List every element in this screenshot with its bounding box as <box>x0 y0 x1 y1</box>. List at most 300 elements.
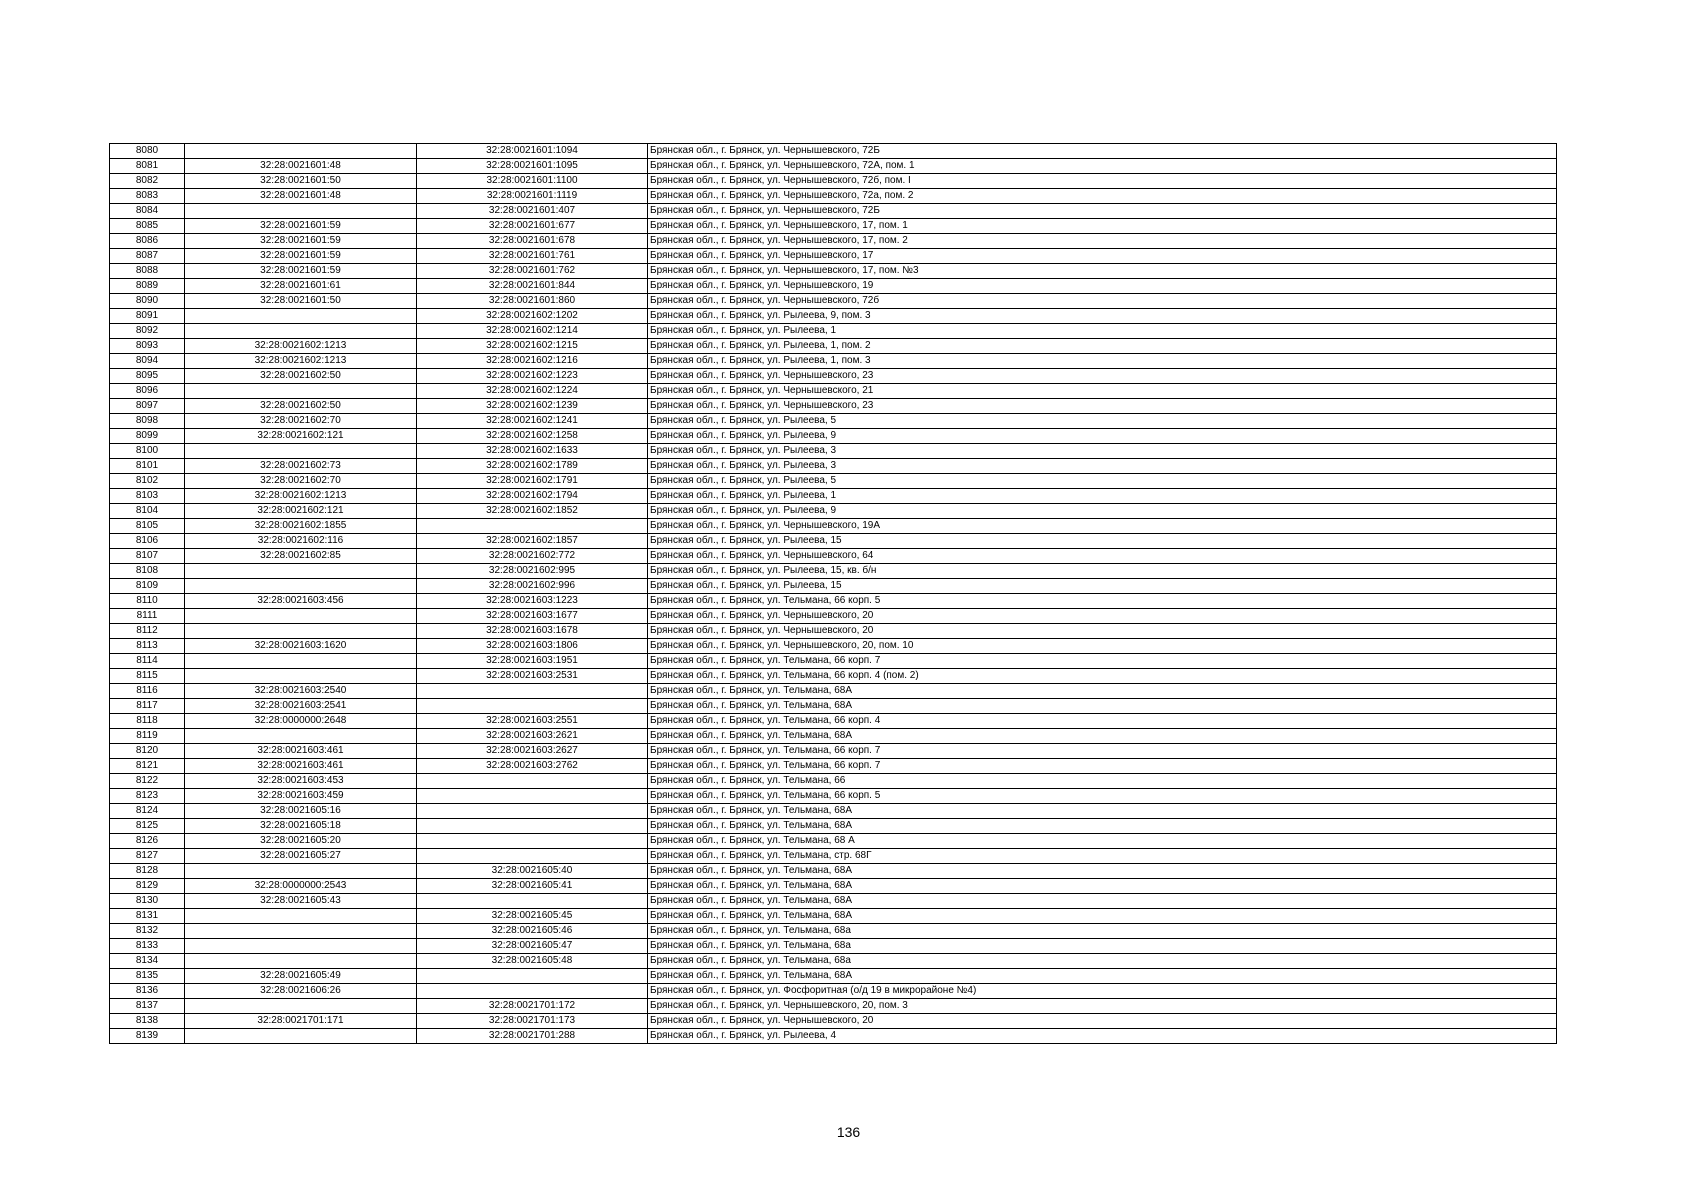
parcel-number-cell: 32:28:0021602:1213 <box>185 339 417 354</box>
object-number-cell <box>417 519 648 534</box>
parcel-number-cell: 32:28:0021603:1620 <box>185 639 417 654</box>
object-number-cell <box>417 774 648 789</box>
object-number-cell: 32:28:0021605:48 <box>417 954 648 969</box>
row-number-cell: 8105 <box>110 519 185 534</box>
address-cell: Брянская обл., г. Брянск, ул. Тельмана, 66 корп. 4 <box>648 714 1557 729</box>
row-number-cell: 8134 <box>110 954 185 969</box>
page-number: 136 <box>836 1124 861 1140</box>
row-number-cell: 8120 <box>110 744 185 759</box>
row-number-cell: 8119 <box>110 729 185 744</box>
parcel-number-cell <box>185 324 417 339</box>
table-row <box>110 834 1557 849</box>
cadastral-table <box>109 143 1557 1044</box>
parcel-number-cell: 32:28:0021601:50 <box>185 174 417 189</box>
address-cell: Брянская обл., г. Брянск, ул. Фосфоритная (о/д 19 в микрорайоне №4) <box>648 984 1557 999</box>
object-number-cell: 32:28:0021601:762 <box>417 264 648 279</box>
row-number-cell: 8129 <box>110 879 185 894</box>
address-cell: Брянская обл., г. Брянск, ул. Тельмана, 68А <box>648 894 1557 909</box>
row-number-cell: 8135 <box>110 969 185 984</box>
table-row <box>110 699 1557 714</box>
table-row <box>110 534 1557 549</box>
address-cell: Брянская обл., г. Брянск, ул. Рылеева, 1, пом. 3 <box>648 354 1557 369</box>
table-row <box>110 789 1557 804</box>
address-cell: Брянская обл., г. Брянск, ул. Чернышевского, 20 <box>648 624 1557 639</box>
table-row <box>110 369 1557 384</box>
object-number-cell: 32:28:0021601:844 <box>417 279 648 294</box>
table-row <box>110 909 1557 924</box>
object-number-cell <box>417 894 648 909</box>
table-row <box>110 654 1557 669</box>
table-row <box>110 264 1557 279</box>
row-number-cell: 8107 <box>110 549 185 564</box>
row-number-cell: 8092 <box>110 324 185 339</box>
object-number-cell: 32:28:0021602:1852 <box>417 504 648 519</box>
row-number-cell: 8138 <box>110 1014 185 1029</box>
address-cell: Брянская обл., г. Брянск, ул. Тельмана, 68А <box>648 969 1557 984</box>
address-cell: Брянская обл., г. Брянск, ул. Тельмана, 66 корп. 5 <box>648 789 1557 804</box>
object-number-cell <box>417 789 648 804</box>
object-number-cell: 32:28:0021602:1791 <box>417 474 648 489</box>
table-row <box>110 324 1557 339</box>
address-cell: Брянская обл., г. Брянск, ул. Чернышевского, 19А <box>648 519 1557 534</box>
address-cell: Брянская обл., г. Брянск, ул. Чернышевского, 17, пом. 2 <box>648 234 1557 249</box>
address-cell: Брянская обл., г. Брянск, ул. Тельмана, стр. 68Г <box>648 849 1557 864</box>
object-number-cell: 32:28:0021602:996 <box>417 579 648 594</box>
object-number-cell: 32:28:0021603:2627 <box>417 744 648 759</box>
row-number-cell: 8130 <box>110 894 185 909</box>
row-number-cell: 8137 <box>110 999 185 1014</box>
parcel-number-cell: 32:28:0021603:2541 <box>185 699 417 714</box>
row-number-cell: 8110 <box>110 594 185 609</box>
object-number-cell: 32:28:0021605:40 <box>417 864 648 879</box>
address-cell: Брянская обл., г. Брянск, ул. Чернышевского, 23 <box>648 369 1557 384</box>
table-row <box>110 939 1557 954</box>
table-row <box>110 714 1557 729</box>
parcel-number-cell: 32:28:0021701:171 <box>185 1014 417 1029</box>
table-row <box>110 669 1557 684</box>
address-cell: Брянская обл., г. Брянск, ул. Чернышевского, 20, пом. 10 <box>648 639 1557 654</box>
row-number-cell: 8094 <box>110 354 185 369</box>
address-cell: Брянская обл., г. Брянск, ул. Рылеева, 3 <box>648 459 1557 474</box>
object-number-cell: 32:28:0021601:761 <box>417 249 648 264</box>
table-row <box>110 339 1557 354</box>
address-cell: Брянская обл., г. Брянск, ул. Рылеева, 1 <box>648 324 1557 339</box>
row-number-cell: 8108 <box>110 564 185 579</box>
table-row <box>110 234 1557 249</box>
row-number-cell: 8091 <box>110 309 185 324</box>
table-row <box>110 354 1557 369</box>
table-row <box>110 759 1557 774</box>
row-number-cell: 8082 <box>110 174 185 189</box>
object-number-cell: 32:28:0021603:1951 <box>417 654 648 669</box>
table-row <box>110 189 1557 204</box>
row-number-cell: 8139 <box>110 1029 185 1044</box>
address-cell: Брянская обл., г. Брянск, ул. Тельмана, 68А <box>648 879 1557 894</box>
row-number-cell: 8132 <box>110 924 185 939</box>
parcel-number-cell <box>185 609 417 624</box>
address-cell: Брянская обл., г. Брянск, ул. Рылеева, 1 <box>648 489 1557 504</box>
table-row <box>110 744 1557 759</box>
row-number-cell: 8080 <box>110 144 185 159</box>
address-cell: Брянская обл., г. Брянск, ул. Чернышевского, 72Б <box>648 144 1557 159</box>
row-number-cell: 8086 <box>110 234 185 249</box>
parcel-number-cell: 32:28:0021602:1213 <box>185 354 417 369</box>
address-cell: Брянская обл., г. Брянск, ул. Рылеева, 1, пом. 2 <box>648 339 1557 354</box>
object-number-cell <box>417 699 648 714</box>
address-cell: Брянская обл., г. Брянск, ул. Чернышевского, 72а, пом. 2 <box>648 189 1557 204</box>
object-number-cell <box>417 969 648 984</box>
parcel-number-cell <box>185 444 417 459</box>
object-number-cell: 32:28:0021601:1094 <box>417 144 648 159</box>
object-number-cell: 32:28:0021603:1678 <box>417 624 648 639</box>
parcel-number-cell: 32:28:0021601:48 <box>185 189 417 204</box>
row-number-cell: 8104 <box>110 504 185 519</box>
address-cell: Брянская обл., г. Брянск, ул. Чернышевского, 23 <box>648 399 1557 414</box>
object-number-cell: 32:28:0021602:1215 <box>417 339 648 354</box>
parcel-number-cell: 32:28:0021605:16 <box>185 804 417 819</box>
parcel-number-cell <box>185 939 417 954</box>
parcel-number-cell: 32:28:0021603:456 <box>185 594 417 609</box>
object-number-cell: 32:28:0021602:1258 <box>417 429 648 444</box>
object-number-cell: 32:28:0021602:1794 <box>417 489 648 504</box>
address-cell: Брянская обл., г. Брянск, ул. Рылеева, 9 <box>648 429 1557 444</box>
parcel-number-cell: 32:28:0021602:1213 <box>185 489 417 504</box>
parcel-number-cell <box>185 144 417 159</box>
row-number-cell: 8083 <box>110 189 185 204</box>
table-row <box>110 549 1557 564</box>
object-number-cell: 32:28:0021603:1677 <box>417 609 648 624</box>
parcel-number-cell <box>185 309 417 324</box>
table-row <box>110 519 1557 534</box>
parcel-number-cell: 32:28:0021602:73 <box>185 459 417 474</box>
row-number-cell: 8096 <box>110 384 185 399</box>
address-cell: Брянская обл., г. Брянск, ул. Чернышевского, 72Б <box>648 204 1557 219</box>
table-row <box>110 969 1557 984</box>
address-cell: Брянская обл., г. Брянск, ул. Тельмана, 68а <box>648 954 1557 969</box>
parcel-number-cell: 32:28:0021601:59 <box>185 249 417 264</box>
object-number-cell <box>417 804 648 819</box>
parcel-number-cell: 32:28:0021603:2540 <box>185 684 417 699</box>
object-number-cell: 32:28:0021602:772 <box>417 549 648 564</box>
address-cell: Брянская обл., г. Брянск, ул. Чернышевского, 17, пом. 1 <box>648 219 1557 234</box>
address-cell: Брянская обл., г. Брянск, ул. Тельмана, 68А <box>648 909 1557 924</box>
parcel-number-cell <box>185 579 417 594</box>
parcel-number-cell <box>185 204 417 219</box>
parcel-number-cell: 32:28:0021602:116 <box>185 534 417 549</box>
row-number-cell: 8101 <box>110 459 185 474</box>
table-row <box>110 579 1557 594</box>
table-row <box>110 489 1557 504</box>
address-cell: Брянская обл., г. Брянск, ул. Чернышевского, 72б <box>648 294 1557 309</box>
object-number-cell: 32:28:0021701:288 <box>417 1029 648 1044</box>
row-number-cell: 8081 <box>110 159 185 174</box>
object-number-cell: 32:28:0021603:2551 <box>417 714 648 729</box>
table-row <box>110 159 1557 174</box>
object-number-cell: 32:28:0021603:2621 <box>417 729 648 744</box>
object-number-cell: 32:28:0021603:1806 <box>417 639 648 654</box>
parcel-number-cell: 32:28:0000000:2543 <box>185 879 417 894</box>
object-number-cell: 32:28:0021601:1119 <box>417 189 648 204</box>
row-number-cell: 8102 <box>110 474 185 489</box>
row-number-cell: 8100 <box>110 444 185 459</box>
address-cell: Брянская обл., г. Брянск, ул. Рылеева, 5 <box>648 414 1557 429</box>
row-number-cell: 8115 <box>110 669 185 684</box>
parcel-number-cell: 32:28:0021603:459 <box>185 789 417 804</box>
address-cell: Брянская обл., г. Брянск, ул. Тельмана, 66 корп. 7 <box>648 654 1557 669</box>
table-row <box>110 894 1557 909</box>
table-row <box>110 219 1557 234</box>
object-number-cell: 32:28:0021701:173 <box>417 1014 648 1029</box>
table-row <box>110 999 1557 1014</box>
table-row <box>110 864 1557 879</box>
parcel-number-cell: 32:28:0021602:85 <box>185 549 417 564</box>
address-cell: Брянская обл., г. Брянск, ул. Рылеева, 9 <box>648 504 1557 519</box>
parcel-number-cell: 32:28:0021602:1855 <box>185 519 417 534</box>
address-cell: Брянская обл., г. Брянск, ул. Рылеева, 15 <box>648 579 1557 594</box>
row-number-cell: 8114 <box>110 654 185 669</box>
row-number-cell: 8090 <box>110 294 185 309</box>
address-cell: Брянская обл., г. Брянск, ул. Тельмана, 66 корп. 7 <box>648 759 1557 774</box>
table-row <box>110 384 1557 399</box>
row-number-cell: 8113 <box>110 639 185 654</box>
object-number-cell <box>417 834 648 849</box>
parcel-number-cell: 32:28:0021605:20 <box>185 834 417 849</box>
table-row <box>110 474 1557 489</box>
address-cell: Брянская обл., г. Брянск, ул. Чернышевского, 20, пом. 3 <box>648 999 1557 1014</box>
table-row <box>110 414 1557 429</box>
object-number-cell: 32:28:0021605:46 <box>417 924 648 939</box>
table-row <box>110 639 1557 654</box>
row-number-cell: 8126 <box>110 834 185 849</box>
row-number-cell: 8133 <box>110 939 185 954</box>
row-number-cell: 8111 <box>110 609 185 624</box>
object-number-cell: 32:28:0021601:407 <box>417 204 648 219</box>
table-row <box>110 879 1557 894</box>
parcel-number-cell: 32:28:0021601:59 <box>185 219 417 234</box>
table-row <box>110 444 1557 459</box>
object-number-cell: 32:28:0021602:1241 <box>417 414 648 429</box>
object-number-cell: 32:28:0021602:1223 <box>417 369 648 384</box>
address-cell: Брянская обл., г. Брянск, ул. Тельмана, 68а <box>648 924 1557 939</box>
object-number-cell <box>417 819 648 834</box>
object-number-cell: 32:28:0021601:1100 <box>417 174 648 189</box>
address-cell: Брянская обл., г. Брянск, ул. Чернышевского, 17 <box>648 249 1557 264</box>
table-row <box>110 924 1557 939</box>
row-number-cell: 8125 <box>110 819 185 834</box>
table-row <box>110 774 1557 789</box>
parcel-number-cell: 32:28:0021603:461 <box>185 744 417 759</box>
parcel-number-cell: 32:28:0021605:43 <box>185 894 417 909</box>
address-cell: Брянская обл., г. Брянск, ул. Тельмана, 66 корп. 7 <box>648 744 1557 759</box>
row-number-cell: 8124 <box>110 804 185 819</box>
address-cell: Брянская обл., г. Брянск, ул. Рылеева, 3 <box>648 444 1557 459</box>
row-number-cell: 8127 <box>110 849 185 864</box>
object-number-cell: 32:28:0021602:1202 <box>417 309 648 324</box>
parcel-number-cell <box>185 1029 417 1044</box>
row-number-cell: 8093 <box>110 339 185 354</box>
parcel-number-cell <box>185 864 417 879</box>
address-cell: Брянская обл., г. Брянск, ул. Чернышевского, 64 <box>648 549 1557 564</box>
table-row <box>110 504 1557 519</box>
address-cell: Брянская обл., г. Брянск, ул. Чернышевского, 20 <box>648 1014 1557 1029</box>
address-cell: Брянская обл., г. Брянск, ул. Рылеева, 4 <box>648 1029 1557 1044</box>
object-number-cell: 32:28:0021603:1223 <box>417 594 648 609</box>
row-number-cell: 8128 <box>110 864 185 879</box>
table-row <box>110 564 1557 579</box>
object-number-cell: 32:28:0021603:2762 <box>417 759 648 774</box>
row-number-cell: 8118 <box>110 714 185 729</box>
parcel-number-cell <box>185 924 417 939</box>
row-number-cell: 8122 <box>110 774 185 789</box>
object-number-cell: 32:28:0021602:995 <box>417 564 648 579</box>
table-row <box>110 819 1557 834</box>
table-row <box>110 624 1557 639</box>
address-cell: Брянская обл., г. Брянск, ул. Рылеева, 15 <box>648 534 1557 549</box>
object-number-cell: 32:28:0021603:2531 <box>417 669 648 684</box>
parcel-number-cell <box>185 654 417 669</box>
row-number-cell: 8099 <box>110 429 185 444</box>
parcel-number-cell: 32:28:0021605:27 <box>185 849 417 864</box>
parcel-number-cell: 32:28:0021601:61 <box>185 279 417 294</box>
table-row <box>110 729 1557 744</box>
table-row <box>110 984 1557 999</box>
row-number-cell: 8084 <box>110 204 185 219</box>
object-number-cell: 32:28:0021601:678 <box>417 234 648 249</box>
object-number-cell: 32:28:0021602:1857 <box>417 534 648 549</box>
row-number-cell: 8088 <box>110 264 185 279</box>
address-cell: Брянская обл., г. Брянск, ул. Тельмана, 68А <box>648 699 1557 714</box>
object-number-cell: 32:28:0021602:1633 <box>417 444 648 459</box>
address-cell: Брянская обл., г. Брянск, ул. Тельмана, 68а <box>648 939 1557 954</box>
table-row <box>110 459 1557 474</box>
row-number-cell: 8097 <box>110 399 185 414</box>
address-cell: Брянская обл., г. Брянск, ул. Рылеева, 9, пом. 3 <box>648 309 1557 324</box>
table-row <box>110 1029 1557 1044</box>
parcel-number-cell <box>185 954 417 969</box>
object-number-cell <box>417 849 648 864</box>
address-cell: Брянская обл., г. Брянск, ул. Чернышевского, 72б, пом. I <box>648 174 1557 189</box>
table-row <box>110 1014 1557 1029</box>
table-row <box>110 204 1557 219</box>
parcel-number-cell: 32:28:0021602:50 <box>185 369 417 384</box>
address-cell: Брянская обл., г. Брянск, ул. Чернышевского, 20 <box>648 609 1557 624</box>
parcel-number-cell <box>185 999 417 1014</box>
address-cell: Брянская обл., г. Брянск, ул. Чернышевского, 21 <box>648 384 1557 399</box>
address-cell: Брянская обл., г. Брянск, ул. Рылеева, 5 <box>648 474 1557 489</box>
row-number-cell: 8112 <box>110 624 185 639</box>
object-number-cell: 32:28:0021602:1216 <box>417 354 648 369</box>
address-cell: Брянская обл., г. Брянск, ул. Тельмана, 68А <box>648 864 1557 879</box>
table-row <box>110 249 1557 264</box>
address-cell: Брянская обл., г. Брянск, ул. Тельмана, 68А <box>648 684 1557 699</box>
address-cell: Брянская обл., г. Брянск, ул. Чернышевского, 72А, пом. 1 <box>648 159 1557 174</box>
object-number-cell: 32:28:0021605:47 <box>417 939 648 954</box>
address-cell: Брянская обл., г. Брянск, ул. Тельмана, 68А <box>648 804 1557 819</box>
object-number-cell: 32:28:0021601:860 <box>417 294 648 309</box>
row-number-cell: 8095 <box>110 369 185 384</box>
object-number-cell: 32:28:0021605:41 <box>417 879 648 894</box>
parcel-number-cell: 32:28:0021602:70 <box>185 414 417 429</box>
parcel-number-cell <box>185 564 417 579</box>
row-number-cell: 8098 <box>110 414 185 429</box>
parcel-number-cell <box>185 909 417 924</box>
parcel-number-cell <box>185 624 417 639</box>
table-row <box>110 279 1557 294</box>
object-number-cell: 32:28:0021601:677 <box>417 219 648 234</box>
parcel-number-cell: 32:28:0021603:453 <box>185 774 417 789</box>
parcel-number-cell: 32:28:0021603:461 <box>185 759 417 774</box>
object-number-cell: 32:28:0021602:1239 <box>417 399 648 414</box>
object-number-cell <box>417 684 648 699</box>
parcel-number-cell: 32:28:0021601:59 <box>185 234 417 249</box>
row-number-cell: 8109 <box>110 579 185 594</box>
table-row <box>110 174 1557 189</box>
row-number-cell: 8123 <box>110 789 185 804</box>
parcel-number-cell: 32:28:0021601:50 <box>185 294 417 309</box>
parcel-number-cell <box>185 669 417 684</box>
parcel-number-cell: 32:28:0021606:26 <box>185 984 417 999</box>
table-row <box>110 684 1557 699</box>
row-number-cell: 8087 <box>110 249 185 264</box>
parcel-number-cell: 32:28:0021605:18 <box>185 819 417 834</box>
address-cell: Брянская обл., г. Брянск, ул. Чернышевского, 19 <box>648 279 1557 294</box>
parcel-number-cell <box>185 729 417 744</box>
row-number-cell: 8121 <box>110 759 185 774</box>
table-row <box>110 954 1557 969</box>
row-number-cell: 8136 <box>110 984 185 999</box>
object-number-cell: 32:28:0021701:172 <box>417 999 648 1014</box>
table-row <box>110 849 1557 864</box>
address-cell: Брянская обл., г. Брянск, ул. Тельмана, 68А <box>648 729 1557 744</box>
row-number-cell: 8117 <box>110 699 185 714</box>
object-number-cell: 32:28:0021602:1224 <box>417 384 648 399</box>
address-cell: Брянская обл., г. Брянск, ул. Тельмана, 68 А <box>648 834 1557 849</box>
row-number-cell: 8131 <box>110 909 185 924</box>
parcel-number-cell: 32:28:0021602:50 <box>185 399 417 414</box>
address-cell: Брянская обл., г. Брянск, ул. Тельмана, 66 корп. 5 <box>648 594 1557 609</box>
object-number-cell <box>417 984 648 999</box>
table-row <box>110 294 1557 309</box>
table-row <box>110 594 1557 609</box>
parcel-number-cell <box>185 384 417 399</box>
table-row <box>110 399 1557 414</box>
object-number-cell: 32:28:0021605:45 <box>417 909 648 924</box>
row-number-cell: 8085 <box>110 219 185 234</box>
parcel-number-cell: 32:28:0000000:2648 <box>185 714 417 729</box>
row-number-cell: 8103 <box>110 489 185 504</box>
address-cell: Брянская обл., г. Брянск, ул. Тельмана, 68А <box>648 819 1557 834</box>
object-number-cell: 32:28:0021602:1214 <box>417 324 648 339</box>
row-number-cell: 8116 <box>110 684 185 699</box>
address-cell: Брянская обл., г. Брянск, ул. Чернышевского, 17, пом. №3 <box>648 264 1557 279</box>
object-number-cell: 32:28:0021602:1789 <box>417 459 648 474</box>
table-body <box>110 144 1557 1044</box>
parcel-number-cell: 32:28:0021605:49 <box>185 969 417 984</box>
address-cell: Брянская обл., г. Брянск, ул. Рылеева, 15, кв. б/н <box>648 564 1557 579</box>
table-row <box>110 609 1557 624</box>
table-row <box>110 429 1557 444</box>
parcel-number-cell: 32:28:0021602:121 <box>185 429 417 444</box>
address-cell: Брянская обл., г. Брянск, ул. Тельмана, 66 корп. 4 (пом. 2) <box>648 669 1557 684</box>
parcel-number-cell: 32:28:0021602:70 <box>185 474 417 489</box>
row-number-cell: 8089 <box>110 279 185 294</box>
parcel-number-cell: 32:28:0021602:121 <box>185 504 417 519</box>
table-row <box>110 804 1557 819</box>
object-number-cell: 32:28:0021601:1095 <box>417 159 648 174</box>
parcel-number-cell: 32:28:0021601:59 <box>185 264 417 279</box>
table-row <box>110 144 1557 159</box>
table-row <box>110 309 1557 324</box>
